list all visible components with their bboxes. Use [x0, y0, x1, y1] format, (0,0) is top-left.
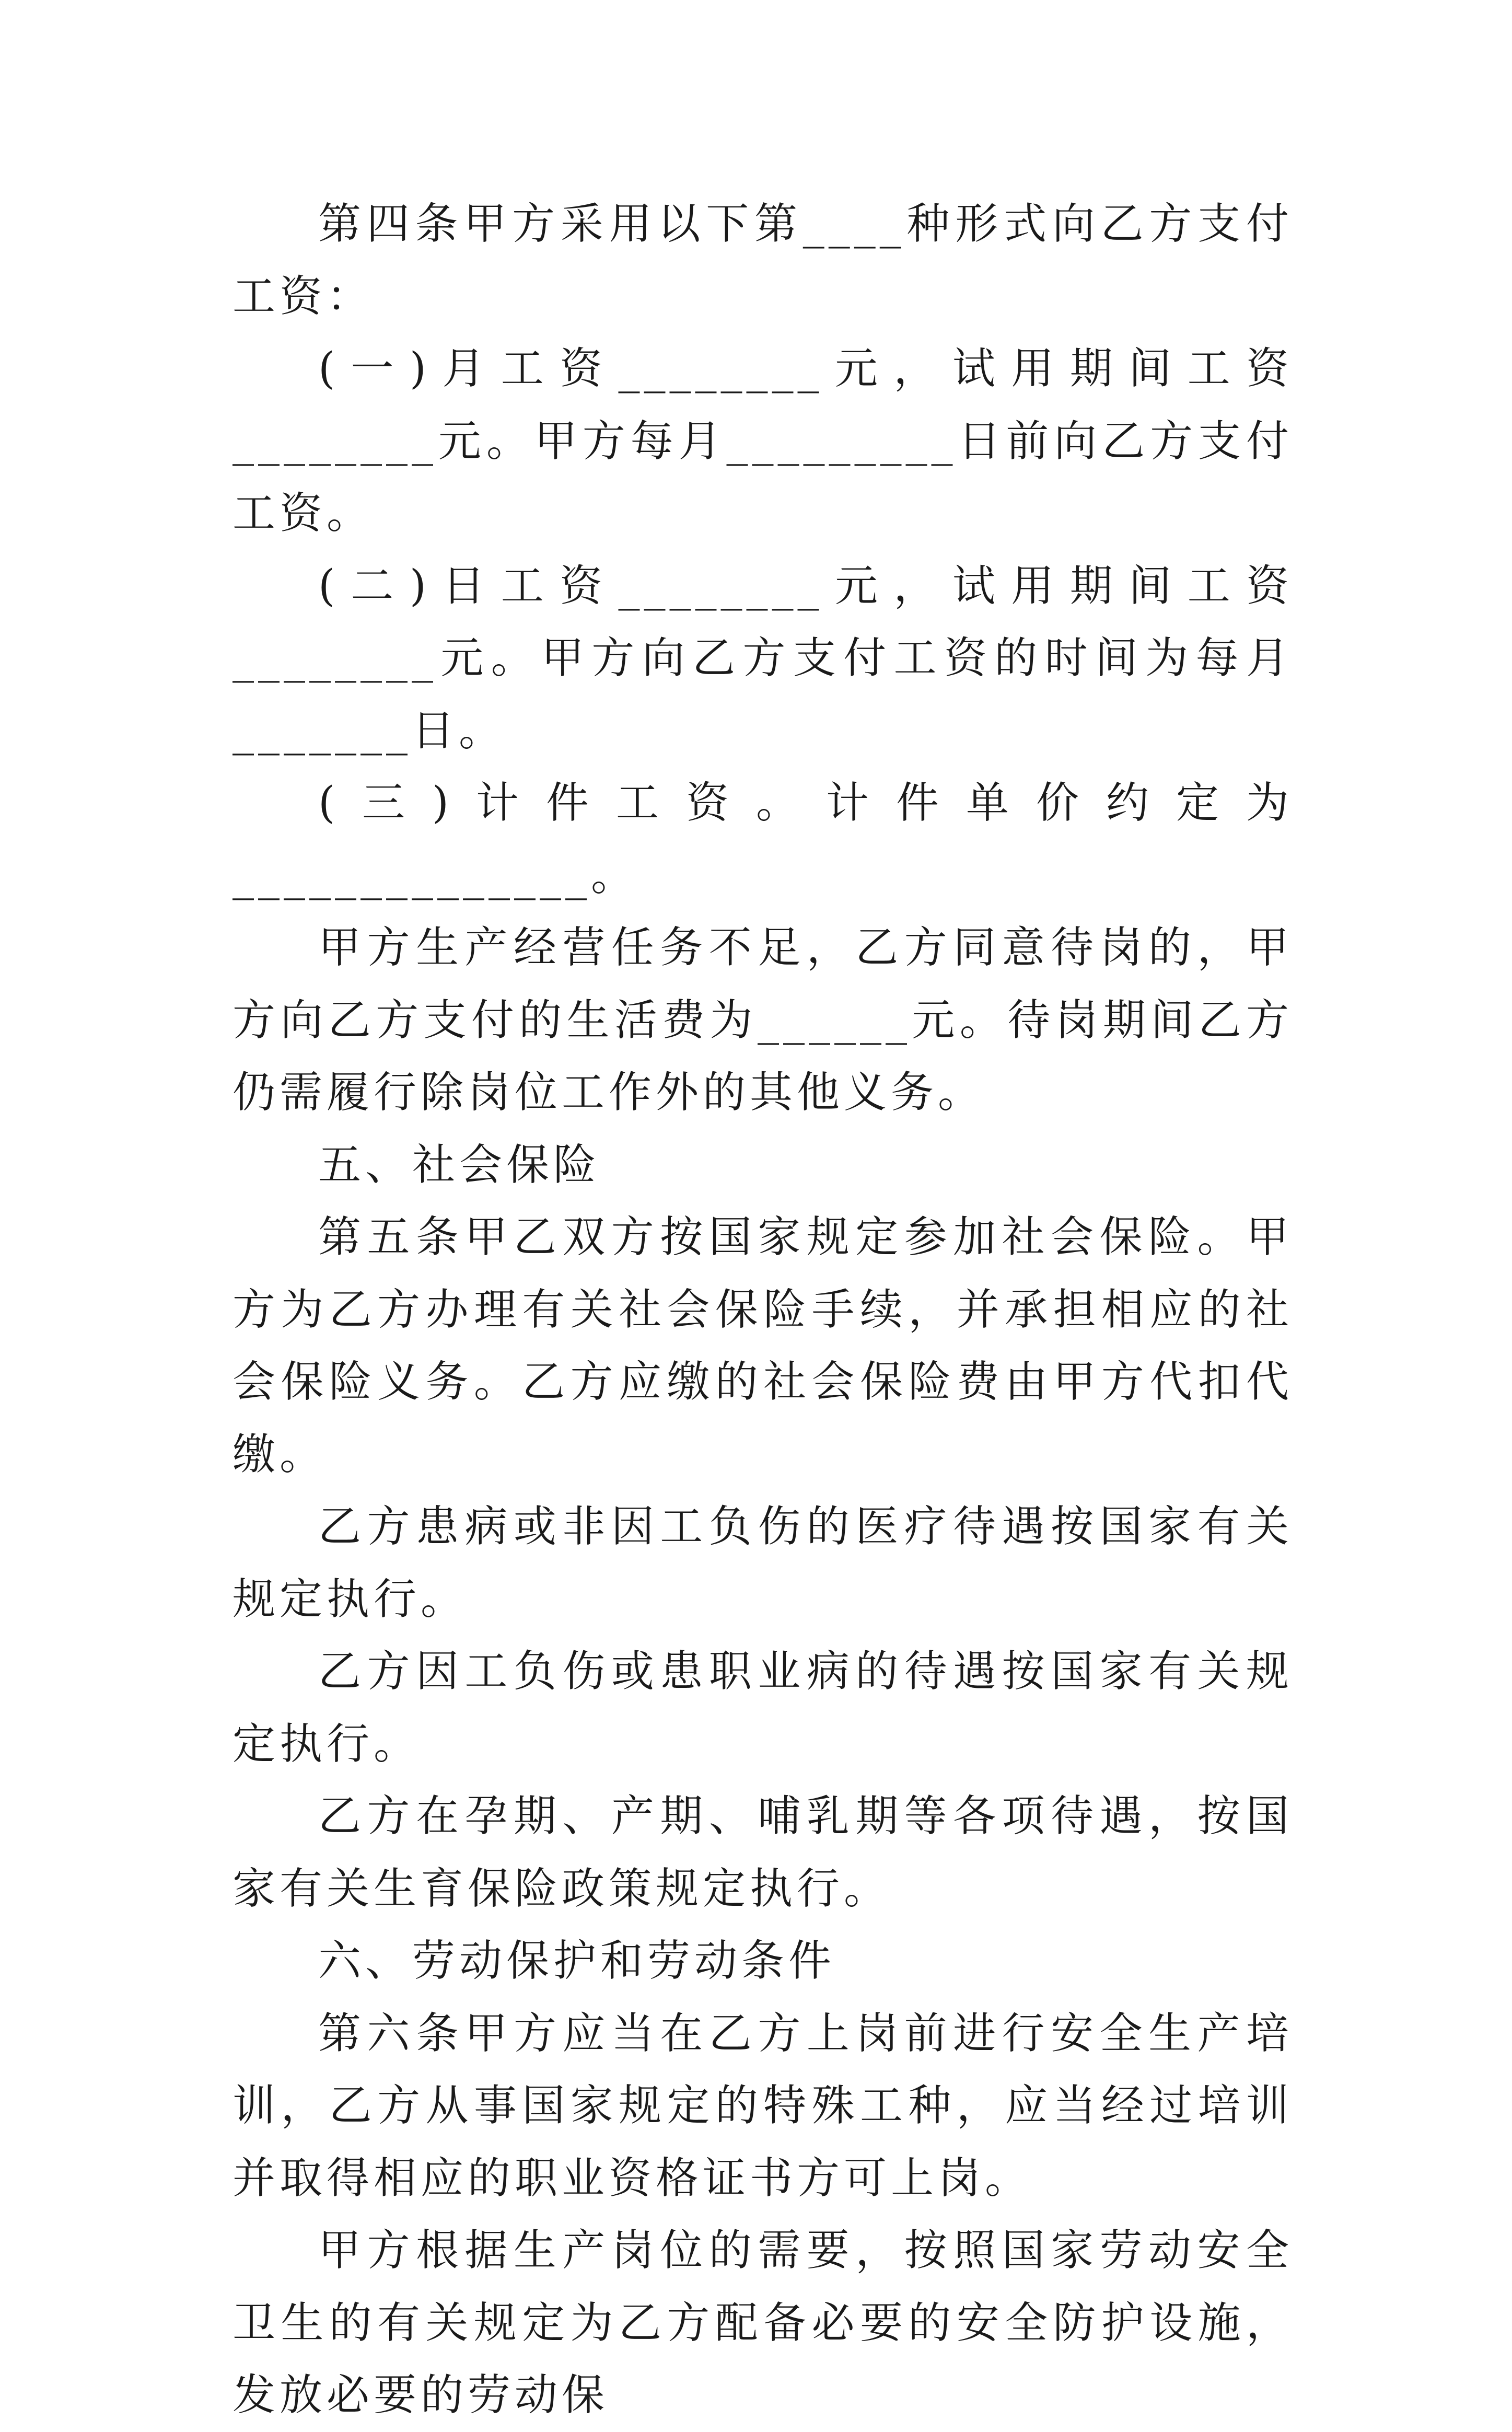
- section-heading-social-insurance: 五、社会保险: [318, 1140, 601, 1190]
- clause-4-intro: 第四条甲方采用以下第____种形式向乙方支付工资：: [232, 199, 1293, 321]
- document-body: [232, 188, 1293, 2432]
- clause-6-training: 第六条甲方应当在乙方上岗前进行安全生产培训，乙方从事国家规定的特殊工种，应当经过培训并取得相应的职业资格证书方可上岗。: [232, 2008, 1293, 2203]
- clause-5-intro: 第五条甲乙双方按国家规定参加社会保险。甲方为乙方办理有关社会保险手续，并承担相应的社会保险义务。乙方应缴的社会保险费由甲方代扣代缴。: [232, 1212, 1293, 1479]
- clause-4-monthly-wage: (一)月工资________元，试用期间工资________元。甲方每月_________日前向乙方支付工资。: [232, 344, 1293, 538]
- clause-5-illness: 乙方患病或非因工负伤的医疗待遇按国家有关规定执行。: [232, 1502, 1293, 1624]
- clause-6-safety-equipment: 甲方根据生产岗位的需要，按照国家劳动安全卫生的有关规定为乙方配备必要的安全防护设施，发放必要的劳动保: [232, 2226, 1293, 2420]
- clause-5-maternity: 乙方在孕期、产期、哺乳期等各项待遇，按国家有关生育保险政策规定执行。: [232, 1791, 1293, 1914]
- clause-4-standby: 甲方生产经营任务不足，乙方同意待岗的，甲方向乙方支付的生活费为______元。待岗期间乙方仍需履行除岗位工作外的其他义务。: [232, 923, 1293, 1117]
- clause-5-work-injury: 乙方因工负伤或患职业病的待遇按国家有关规定执行。: [232, 1647, 1293, 1769]
- section-heading-labor-protection: 六、劳动保护和劳动条件: [318, 1936, 836, 1986]
- clause-4-piece-wage: (三)计件工资。计件单价约定为______________。: [232, 778, 1293, 900]
- clause-4-daily-wage: (二)日工资________元，试用期间工资________元。甲方向乙方支付工资的时间为每月_______日。: [232, 561, 1293, 756]
